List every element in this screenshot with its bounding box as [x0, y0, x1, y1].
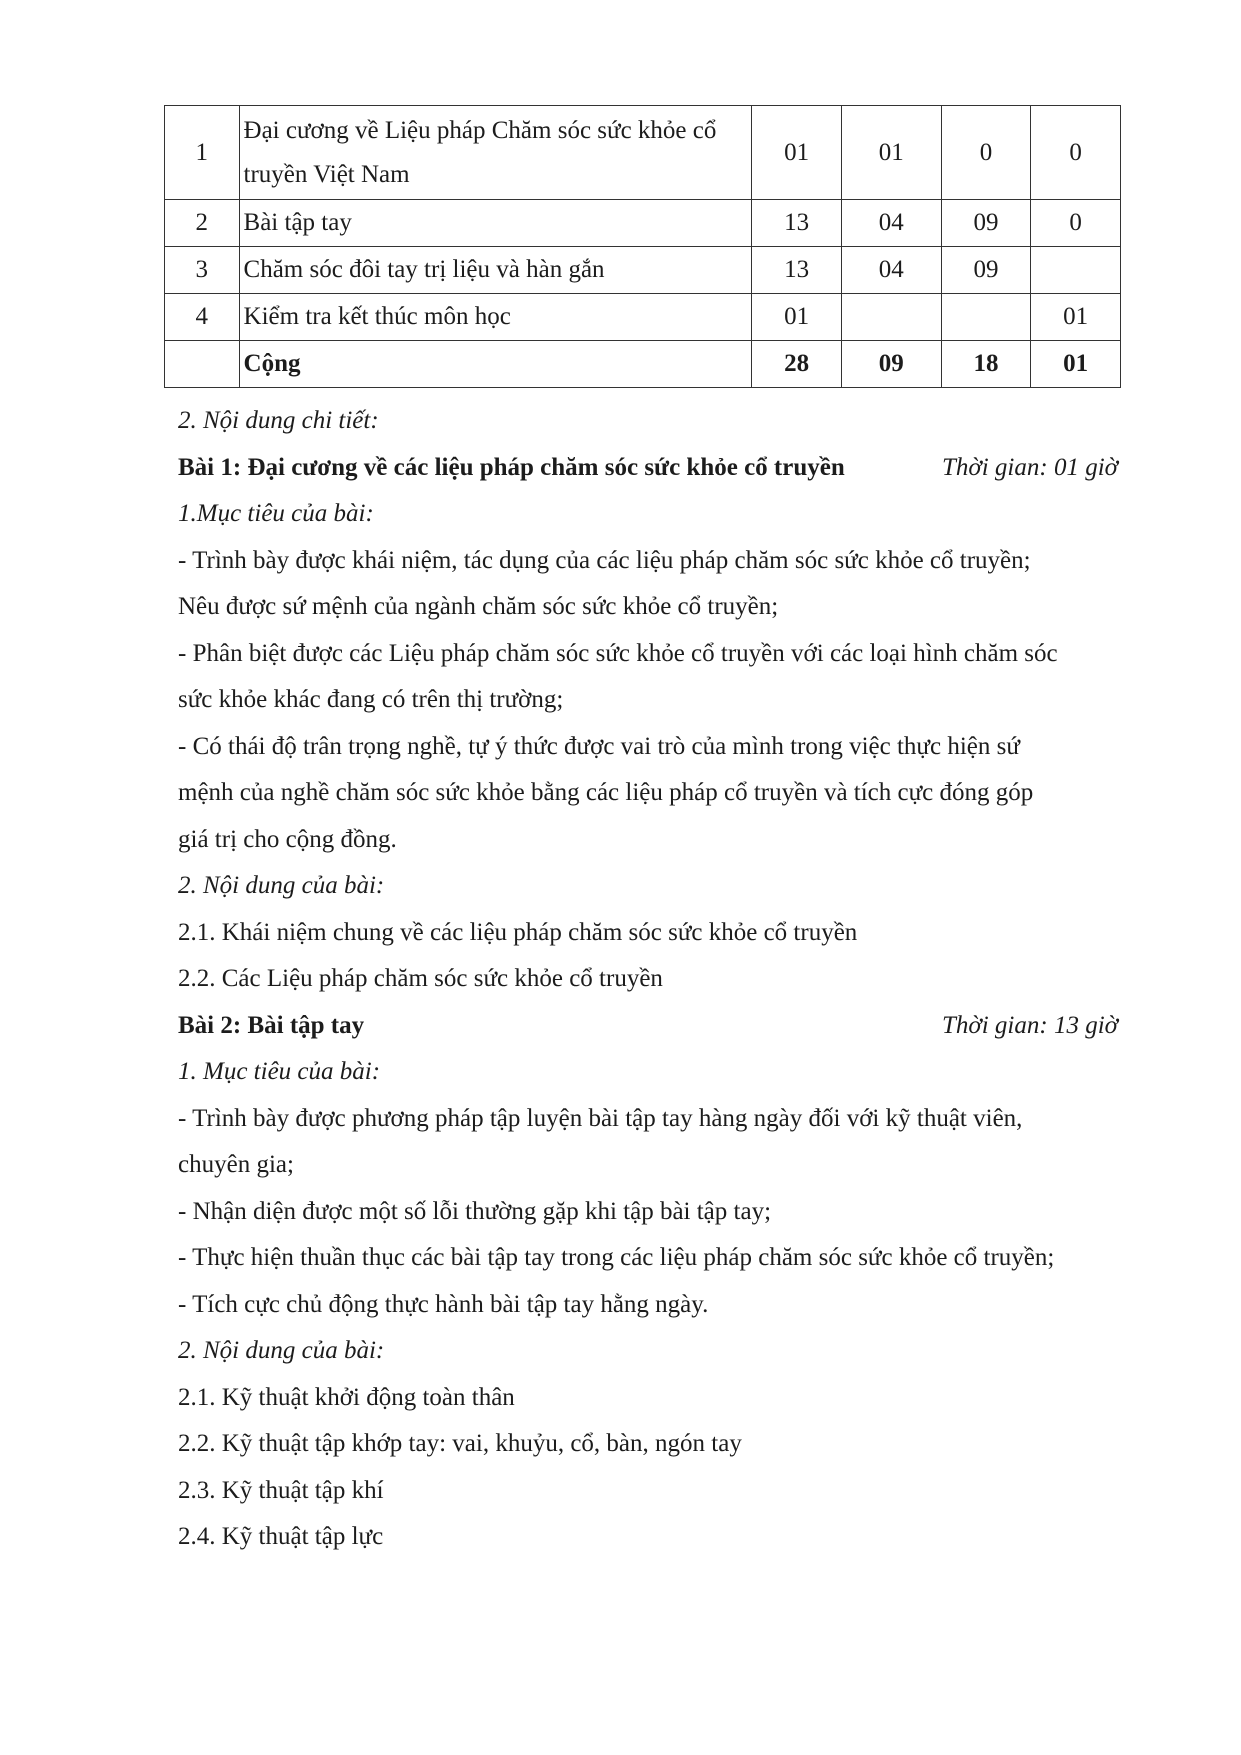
row-total: 01 [752, 294, 842, 341]
lesson-2-content-item: 2.1. Kỹ thuật khởi động toàn thân [178, 1383, 515, 1411]
row-practice: 09 [941, 200, 1031, 247]
row-number: 1 [165, 106, 240, 200]
lesson-1-objective-line: - Có thái độ trân trọng nghề, tự ý thức được vai trò của mình trong việc thực hiện sứ [178, 732, 1020, 760]
lesson-1-objective-line: mệnh của nghề chăm sóc sức khỏe bằng các liệu pháp cổ truyền và tích cực đóng góp [178, 779, 1034, 806]
lesson-1-title: Bài 1: Đại cương về các liệu pháp chăm sóc sức khỏe cổ truyền [178, 453, 845, 481]
row-theory: 04 [841, 247, 941, 294]
lesson-2-header [178, 1003, 1118, 1050]
row-total: 13 [752, 200, 842, 247]
row-total: 01 [752, 106, 842, 200]
total-exam: 01 [1031, 341, 1121, 388]
row-exam [1031, 247, 1121, 294]
lesson-2-content-item: 2.4. Kỹ thuật tập lực [178, 1523, 384, 1550]
total-theory: 09 [841, 341, 941, 388]
section-heading: 2. Nội dung chi tiết: [178, 407, 379, 434]
row-number: 2 [165, 200, 240, 247]
lesson-1-time: Thời gian: 01 giờ [941, 453, 1118, 481]
table-row [165, 200, 1121, 247]
row-theory: 04 [841, 200, 941, 247]
table-total-row [165, 341, 1121, 388]
lesson-1-objective-line: - Trình bày được khái niệm, tác dụng của các liệu pháp chăm sóc sức khỏe cổ truyền; [178, 546, 1031, 574]
detailed-content [178, 398, 1128, 1561]
lesson-1-content-item: 2.1. Khái niệm chung về các liệu pháp chăm sóc sức khỏe cổ truyền [178, 918, 858, 946]
row-exam: 01 [1031, 294, 1121, 341]
lesson-2-content-item: 2.2. Kỹ thuật tập khớp tay: vai, khuỷu, cổ, bàn, ngón tay [178, 1430, 742, 1457]
row-number: 3 [165, 247, 240, 294]
row-exam: 0 [1031, 200, 1121, 247]
row-practice: 09 [941, 247, 1031, 294]
lesson-2-time: Thời gian: 13 giờ [941, 1011, 1118, 1039]
row-lesson-name [239, 106, 752, 200]
table-row [165, 294, 1121, 341]
row-lesson-name: Bài tập tay [239, 200, 752, 247]
lesson-2-objective-line: chuyên gia; [178, 1151, 294, 1178]
lesson-1-objectives-heading: 1.Mục tiêu của bài: [178, 500, 374, 527]
hours-table [164, 105, 1121, 388]
row-practice: 0 [941, 106, 1031, 200]
lesson-2-title: Bài 2: Bài tập tay [178, 1011, 365, 1039]
lesson-2-content-heading: 2. Nội dung của bài: [178, 1337, 385, 1364]
row-theory [841, 294, 941, 341]
total-empty-cell [165, 341, 240, 388]
row-lesson-name: Kiểm tra kết thúc môn học [239, 294, 752, 341]
total-practice: 18 [941, 341, 1031, 388]
row-lesson-name-line: truyền Việt Nam [243, 160, 410, 188]
lesson-1-header [178, 445, 1118, 492]
lesson-1-content-item: 2.2. Các Liệu pháp chăm sóc sức khỏe cổ truyền [178, 965, 663, 992]
table-row [165, 247, 1121, 294]
row-practice [941, 294, 1031, 341]
row-lesson-name-line: Đại cương về Liệu pháp Chăm sóc sức khỏe cổ [243, 116, 717, 144]
lesson-2-objective-line: - Tích cực chủ động thực hành bài tập tay hằng ngày. [178, 1290, 709, 1318]
lesson-1-objective-line: - Phân biệt được các Liệu pháp chăm sóc sức khỏe cổ truyền với các loại hình chăm sóc [178, 639, 1058, 667]
total-label: Cộng [239, 341, 752, 388]
total-hours: 28 [752, 341, 842, 388]
lesson-2-objective-line: - Nhận diện được một số lỗi thường gặp khi tập bài tập tay; [178, 1197, 772, 1225]
row-exam: 0 [1031, 106, 1121, 200]
lesson-2-objective-line: - Thực hiện thuần thục các bài tập tay trong các liệu pháp chăm sóc sức khỏe cổ truyền; [178, 1244, 1055, 1271]
lesson-1-objective-line: Nêu được sứ mệnh của ngành chăm sóc sức khỏe cổ truyền; [178, 593, 779, 620]
row-total: 13 [752, 247, 842, 294]
lesson-2-objectives-heading: 1. Mục tiêu của bài: [178, 1058, 381, 1085]
row-theory: 01 [841, 106, 941, 200]
row-lesson-name: Chăm sóc đôi tay trị liệu và hàn gắn [239, 247, 752, 294]
lesson-1-objective-line: sức khỏe khác đang có trên thị trường; [178, 686, 564, 713]
lesson-1-objective-line: giá trị cho cộng đồng. [178, 825, 397, 853]
row-number: 4 [165, 294, 240, 341]
lesson-2-objective-line: - Trình bày được phương pháp tập luyện bài tập tay hàng ngày đối với kỹ thuật viên, [178, 1104, 1023, 1132]
table-row [165, 106, 1121, 200]
lesson-1-content-heading: 2. Nội dung của bài: [178, 872, 385, 899]
lesson-2-content-item: 2.3. Kỹ thuật tập khí [178, 1476, 384, 1504]
